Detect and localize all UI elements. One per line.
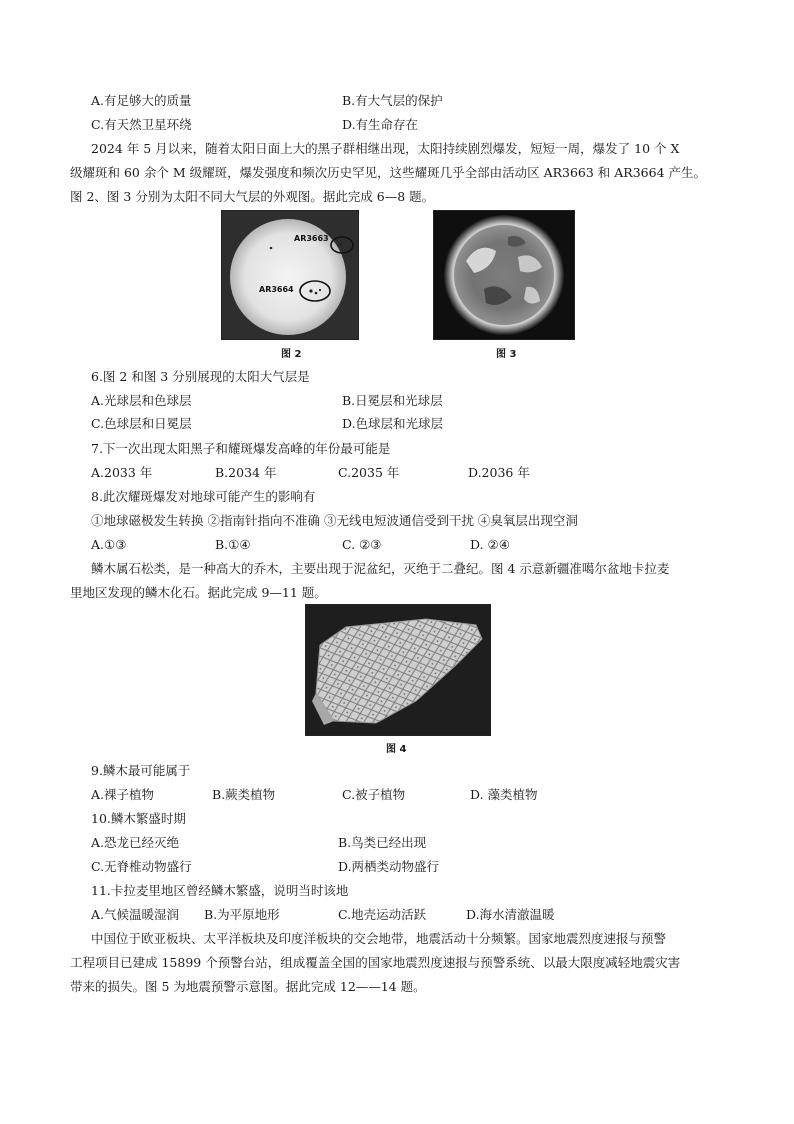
q9-option-b: B.蕨类植物 bbox=[212, 787, 276, 802]
q9-option-c: C.被子植物 bbox=[342, 787, 406, 802]
small-sunspot bbox=[270, 247, 273, 250]
q10-option-a: A.恐龙已经灭绝 bbox=[91, 835, 180, 850]
q8-option-b: B.①④ bbox=[215, 537, 251, 552]
q6-option-a: A.光球层和色球层 bbox=[91, 393, 192, 408]
ar3663-spot bbox=[339, 244, 342, 247]
q7-option-d: D.2036 年 bbox=[468, 465, 530, 480]
q5-option-c: C.有天然卫星环绕 bbox=[91, 117, 192, 132]
passage-sun-line-1: 2024 年 5 月以来，随着太阳日面上大的黑子群相继出现，太阳持续剧烈爆发，短短一周，爆发了 10 个 X bbox=[91, 141, 680, 156]
passage-quake-line-1: 中国位于欧亚板块、太平洋板块及印度洋板块的交会地带，地震活动十分频繁。国家地震烈度速报与预警 bbox=[91, 931, 667, 946]
figure-3-sun-image bbox=[433, 210, 575, 340]
ar3664-spot-2 bbox=[315, 292, 318, 295]
q6-stem: 6.图 2 和图 3 分别展现的太阳大气层是 bbox=[91, 369, 310, 384]
q11-option-d: D.海水清澈温暖 bbox=[466, 907, 555, 922]
q10-option-d: D.两栖类动物盛行 bbox=[338, 859, 440, 874]
q11-option-c: C.地壳运动活跃 bbox=[338, 907, 427, 922]
q6-option-d: D.色球层和光球层 bbox=[342, 416, 444, 431]
q8-option-a: A.①③ bbox=[91, 537, 127, 552]
q9-option-a: A.裸子植物 bbox=[91, 787, 155, 802]
q8-option-d: D. ②④ bbox=[470, 537, 510, 552]
q9-stem: 9.鳞木最可能属于 bbox=[91, 763, 191, 778]
q5-option-b: B.有大气层的保护 bbox=[342, 93, 443, 108]
ar3664-spot-1 bbox=[309, 289, 312, 292]
ar3664-spot-3 bbox=[319, 289, 321, 291]
figure-2-caption: 图 2 bbox=[281, 349, 302, 360]
q6-option-b: B.日冕层和光球层 bbox=[342, 393, 443, 408]
q7-stem: 7.下一次出现太阳黑子和耀斑爆发高峰的年份最可能是 bbox=[91, 441, 391, 456]
q6-option-c: C.色球层和日冕层 bbox=[91, 416, 192, 431]
passage-quake-line-3: 带来的损失。图 5 为地震预警示意图。据此完成 12——14 题。 bbox=[70, 979, 426, 994]
passage-fossil-line-1: 鳞木属石松类，是一种高大的乔木，主要出现于泥盆纪，灭绝于二叠纪。图 4 示意新疆准噶尔盆地卡拉麦 bbox=[91, 561, 670, 576]
q10-option-b: B.鸟类已经出现 bbox=[338, 835, 427, 850]
passage-sun-line-2: 级耀斑和 60 余个 M 级耀斑，爆发强度和频次历史罕见，这些耀斑几乎全部由活动区 AR3663 和 AR3664 产生。 bbox=[70, 165, 706, 180]
q11-option-a: A.气候温暖湿润 bbox=[91, 907, 180, 922]
figure-4-caption: 图 4 bbox=[386, 744, 407, 755]
q7-option-a: A.2033 年 bbox=[91, 465, 153, 480]
photosphere-drawing bbox=[222, 211, 358, 339]
passage-sun-line-3: 图 2、图 3 分别为太阳不同大气层的外观图。据此完成 6—8 题。 bbox=[70, 189, 435, 204]
q10-stem: 10.鳞木繁盛时期 bbox=[91, 811, 186, 826]
fossil-drawing bbox=[306, 605, 490, 735]
q11-option-b: B.为平原地形 bbox=[204, 907, 280, 922]
figure-4-fossil-image bbox=[305, 604, 491, 736]
label-ar3664: AR3664 bbox=[259, 285, 294, 294]
q5-option-a: A.有足够大的质量 bbox=[91, 93, 192, 108]
figure-3-caption: 图 3 bbox=[496, 349, 517, 360]
passage-fossil-line-2: 里地区发现的鳞木化石。据此完成 9—11 题。 bbox=[70, 585, 327, 600]
sun-disk-dark bbox=[454, 225, 554, 325]
figure-2-sun-image bbox=[221, 210, 359, 340]
q7-option-b: B.2034 年 bbox=[215, 465, 277, 480]
q8-option-c: C. ②③ bbox=[342, 537, 382, 552]
fossil-slab bbox=[316, 619, 482, 723]
q8-stem: 8.此次耀斑爆发对地球可能产生的影响有 bbox=[91, 489, 316, 504]
solar-atmosphere-drawing bbox=[434, 211, 574, 339]
passage-quake-line-2: 工程项目已建成 15899 个预警台站，组成覆盖全国的国家地震烈度速报与预警系统、以最大限度减轻地震灾害 bbox=[70, 955, 681, 970]
q8-statements: ①地球磁极发生转换 ②指南针指向不准确 ③无线电短波通信受到干扰 ④臭氧层出现空洞 bbox=[91, 513, 578, 528]
q7-option-c: C.2035 年 bbox=[338, 465, 400, 480]
q5-option-d: D.有生命存在 bbox=[342, 117, 419, 132]
q11-stem: 11.卡拉麦里地区曾经鳞木繁盛，说明当时该地 bbox=[91, 883, 349, 898]
q10-option-c: C.无脊椎动物盛行 bbox=[91, 859, 192, 874]
label-ar3663: AR3663 bbox=[294, 234, 329, 243]
q9-option-d: D. 藻类植物 bbox=[470, 787, 538, 802]
